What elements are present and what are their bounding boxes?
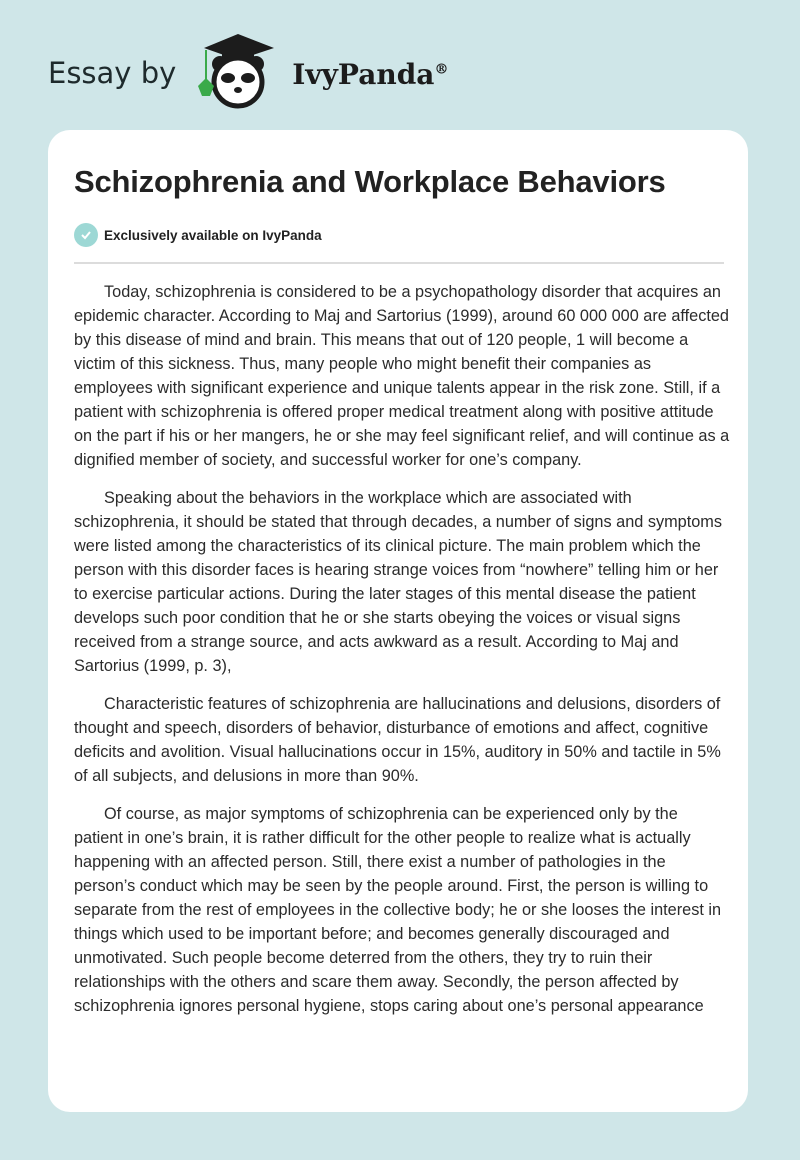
site-header [48,30,448,110]
essay-by-label: Essay by [48,56,177,90]
essay-body [74,280,730,1032]
page-title: Schizophrenia and Workplace Behaviors [74,164,666,199]
paragraph: Of course, as major symptoms of schizophrenia can be experienced only by the patient in one’s brain, it is rather difficult for the other people to realize what is actually happening with an affected person. Still, there exist a number of pathologies in the person’s conduct which may be seen by the people around. First, the person is willing to separate from the rest of employees in the collective body; he or she looses the interest in things which used to be important before; and becomes generally discouraged and unmotivated. Such people become deterred from the others, they try to ruin their relationships with the others and scare them away. Secondly, the person affected by schizophrenia ignores personal hygiene, stops caring about one’s personal appearance [74,805,722,1015]
badge-text: Exclusively available on IvyPanda [104,227,322,243]
registered-mark: ® [434,61,449,78]
divider [74,262,724,264]
brand-name [292,58,448,91]
brand-text: IvyPanda [292,57,435,91]
essay-card [48,130,748,1112]
panda-logo-icon[interactable] [194,30,282,110]
paragraph: Characteristic features of schizophrenia are hallucinations and delusions, disorders of thought and speech, disorders of behavior, disturbance of emotions and affect, cognitive deficits and avolition. Visual hallucinations occur in 15%, auditory in 50% and tactile in 5% of all subjects, and delusions in more than 90%. [74,695,721,785]
exclusive-badge [74,223,322,247]
check-icon [74,223,98,247]
paragraph: Speaking about the behaviors in the workplace which are associated with schizophrenia, it should be stated that through decades, a number of signs and symptoms were listed among the characteristics of its clinical picture. The main problem which the person with this disorder faces is hearing strange voices from “nowhere” telling him or her to exercise particular actions. During the later stages of this mental disease the patient develops such poor condition that he or she starts obeying the voices or visual signs received from a strange source, and acts awkward as a result. According to Maj and Sartorius (1999, p. 3), [74,489,723,675]
paragraph: Today, schizophrenia is considered to be a psychopathology disorder that acquires an epidemic character. According to Maj and Sartorius (1999), around 60 000 000 are affected by this disease of mind and brain. This means that out of 120 people, 1 will become a victim of this sickness. Thus, many people who might benefit their companies as employees with significant experience and unique talents appear in the risk zone. Still, if a patient with schizophrenia is offered proper medical treatment along with positive attitude on the part if his or her mangers, he or she may feel significant relief, and will continue as a dignified member of society, and successful worker for one’s company. [74,283,730,469]
